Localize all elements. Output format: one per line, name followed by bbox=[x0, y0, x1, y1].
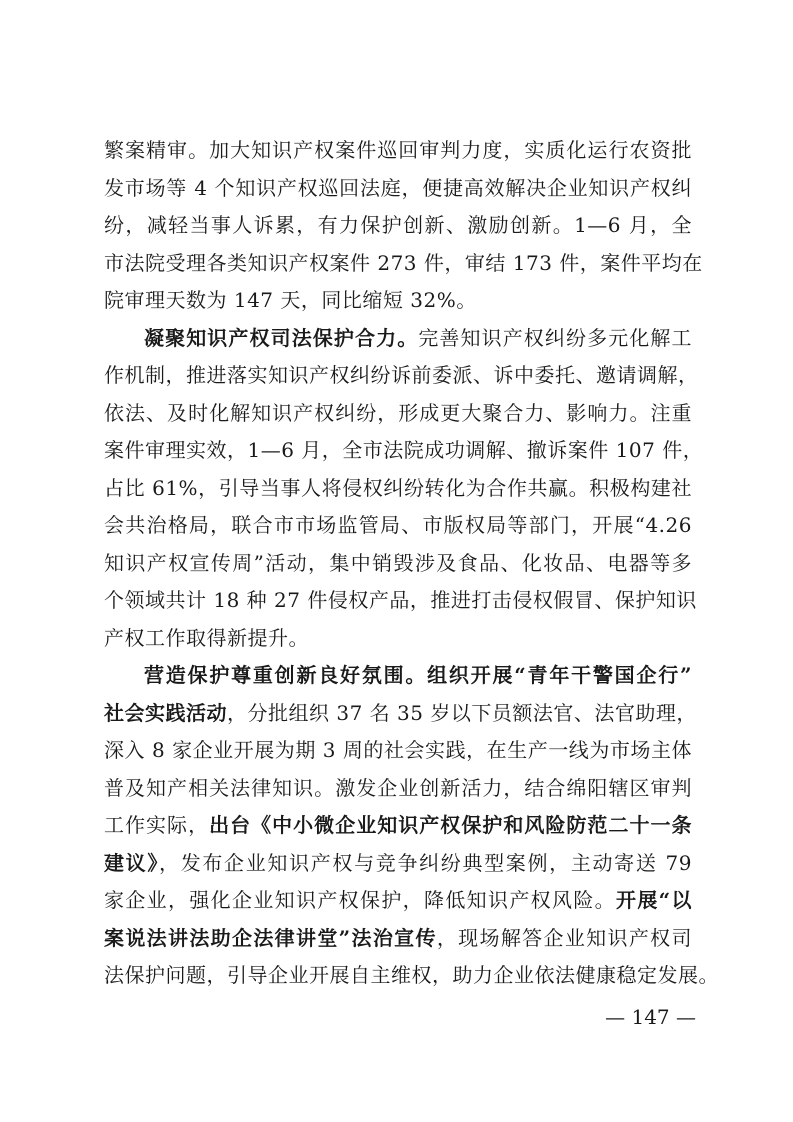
bold-text-run: 出台《中小微企业知识产权保护和风险防范二十一条 bbox=[209, 813, 693, 837]
text-run: ，分批组织 37 名 35 岁以下员额法官、法官助理， bbox=[227, 700, 697, 725]
text-line bbox=[104, 920, 692, 958]
document-body bbox=[104, 132, 719, 995]
bold-text-run: 社会实践活动 bbox=[104, 700, 227, 725]
text-run: ，现场解答企业知识产权司 bbox=[436, 925, 692, 950]
bold-text-run: 组织开展“青年干警国企行” bbox=[427, 663, 693, 687]
text-run: ，发布企业知识产权与竞争纠纷典型案例，主动寄送 79 bbox=[159, 850, 693, 875]
text-line bbox=[104, 695, 697, 733]
paragraph-2 bbox=[104, 320, 704, 658]
text-line: 依法、及时化解知识产权纠纷，形成更大聚合力、影响力。注重 bbox=[104, 400, 692, 425]
text-line bbox=[104, 320, 692, 358]
text-line: 深入 8 家企业开展为期 3 周的社会实践，在生产一线为市场主体 bbox=[104, 738, 692, 762]
text-line: 院审理天数为 147 天，同比缩短 32%。 bbox=[104, 288, 477, 312]
bold-text-run: 建议》 bbox=[104, 850, 160, 875]
page-number: — 147 — bbox=[605, 1005, 696, 1029]
text-run: 工作实际， bbox=[104, 813, 210, 837]
section-heading: 凝聚知识产权司法保护合力。 bbox=[144, 325, 419, 350]
text-line: 发市场等 4 个知识产权巡回法庭，便捷高效解决企业知识产权纠 bbox=[104, 175, 692, 200]
text-run: 完善知识产权纠纷多元化解工 bbox=[418, 325, 693, 350]
paragraph-3 bbox=[104, 657, 719, 995]
section-heading: 营造保护尊重创新良好氛围。 bbox=[144, 663, 428, 687]
text-line bbox=[104, 657, 692, 695]
text-line: 案件审理实效，1—6 月，全市法院成功调解、撤诉案件 107 件， bbox=[104, 438, 704, 462]
text-line: 普及知产相关法律知识。激发企业创新活力，结合绵阳辖区审判 bbox=[104, 775, 692, 800]
paragraph-1 bbox=[104, 132, 703, 320]
text-line: 纷，减轻当事人诉累，有力保护创新、激励创新。1—6 月，全 bbox=[104, 213, 692, 237]
text-line bbox=[104, 882, 692, 920]
bold-text-run: 开展“以 bbox=[616, 888, 693, 912]
text-line bbox=[104, 845, 692, 883]
bold-text-run: 案说法讲法助企法律讲堂”法治宣传 bbox=[104, 925, 437, 950]
text-line: 个领域共计 18 种 27 件侵权产品，推进打击侵权假冒、保护知识 bbox=[104, 588, 697, 612]
text-line: 知识产权宣传周”活动，集中销毁涉及食品、化妆品、电器等多 bbox=[104, 550, 692, 575]
text-line: 市法院受理各类知识产权案件 273 件，审结 173 件，案件平均在 bbox=[104, 250, 703, 275]
text-line: 繁案精审。加大知识产权案件巡回审判力度，实质化运行农资批 bbox=[104, 138, 692, 162]
text-line: 占比 61%，引导当事人将侵权纠纷转化为合作共赢。积极构建社 bbox=[104, 475, 692, 500]
text-line: 法保护问题，引导企业开展自主维权，助力企业依法健康稳定发展。 bbox=[104, 963, 719, 987]
text-run: 家企业，强化企业知识产权保护，降低知识产权风险。 bbox=[104, 888, 616, 912]
text-line: 产权工作取得新提升。 bbox=[104, 625, 309, 650]
text-line: 作机制，推进落实知识产权纠纷诉前委派、诉中委托、邀请调解， bbox=[104, 363, 699, 387]
text-line: 会共治格局，联合市市场监管局、市版权局等部门，开展“4.26 bbox=[104, 513, 692, 537]
text-line bbox=[104, 807, 692, 845]
